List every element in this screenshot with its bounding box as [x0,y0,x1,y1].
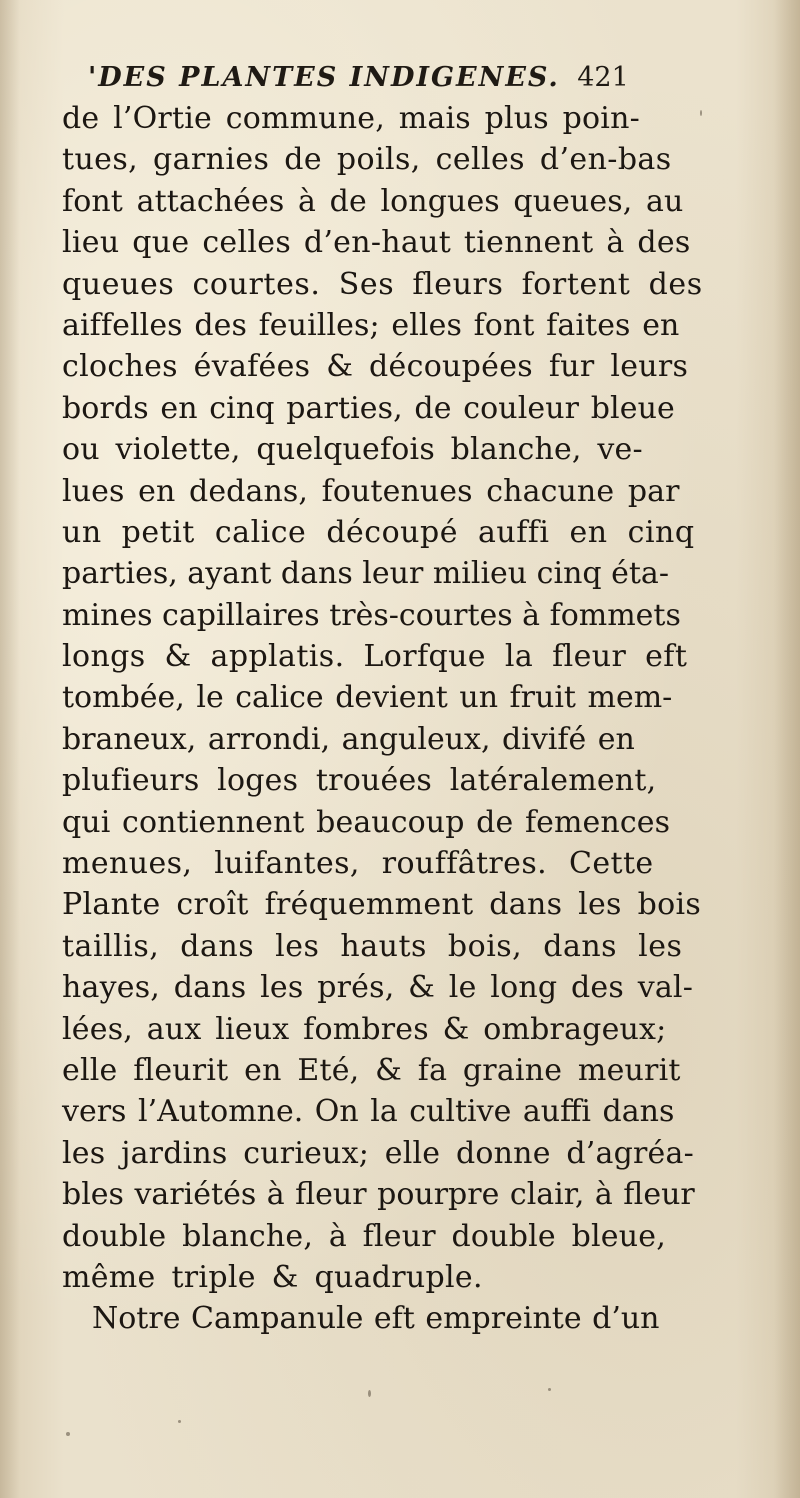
paper-speck [178,1420,181,1423]
text-line: qui contiennent beaucoup de femences [62,804,671,840]
text-line: bles variétés à fleur pourpre clair, à fleur [62,1177,695,1213]
text-line: vers l’Automne. On la cultive auffi dans [62,1094,675,1130]
page-edge-shadow [774,0,800,1498]
text-line-paragraph-start: Notre Campanule eft empreinte d’un [92,1301,660,1337]
text-line: cloches évafées & découpées fur leurs [62,349,689,385]
paper-speck [66,1432,70,1436]
running-head-title: 'DES PLANTES INDIGENES. [88,62,560,93]
text-line: tombée, le calice devient un fruit mem- [62,680,673,716]
text-line: braneux, arrondi, anguleux, divifé en [62,721,635,757]
page-number: 421 [577,62,629,93]
text-line: un petit calice découpé auffi en cinq [62,514,695,550]
text-line: plufieurs loges trouées latéralement, [62,763,657,799]
text-line: tues, garnies de poils, celles d’en-bas [62,142,672,178]
text-line: font attachées à de longues queues, au [62,183,684,219]
body-text [62,98,762,1340]
text-line: Plante croît fréquemment dans les bois [62,887,702,923]
text-line: queues courtes. Ses fleurs fortent des [62,266,703,302]
text-line: les jardins curieux; elle donne d’agréa- [62,1135,694,1171]
text-line: taillis, dans les hauts bois, dans les [62,928,683,964]
text-line: double blanche, à fleur double bleue, [62,1218,666,1254]
paper-speck [700,110,702,116]
text-line: ou violette, quelquefois blanche, ve- [62,432,643,468]
text-line: parties, ayant dans leur milieu cinq éta- [62,556,669,592]
text-line: mines capillaires très-courtes à fommets [62,597,681,633]
text-line: hayes, dans les prés, & le long des val- [62,970,694,1006]
text-line: bords en cinq parties, de couleur bleue [62,390,675,426]
text-line: lées, aux lieux fombres & ombrageux; [62,1011,667,1047]
text-line: longs & applatis. Lorfque la fleur eft [62,639,688,675]
text-line: lieu que celles d’en-haut tiennent à des [62,225,691,261]
paper-speck [548,1388,551,1391]
text-line: même triple & quadruple. [62,1259,483,1295]
running-head [88,56,688,100]
text-line: aiffelles des feuilles; elles font faites en [62,307,680,343]
page-gutter-shadow [0,0,20,1498]
text-line: elle fleurit en Eté, & fa graine meurit [62,1052,681,1088]
text-line: lues en dedans, foutenues chacune par [62,473,680,509]
paper-speck [368,1390,371,1397]
text-line: de l’Ortie commune, mais plus poin- [62,101,640,136]
text-line: menues, luifantes, rouffâtres. Cette [62,846,654,882]
